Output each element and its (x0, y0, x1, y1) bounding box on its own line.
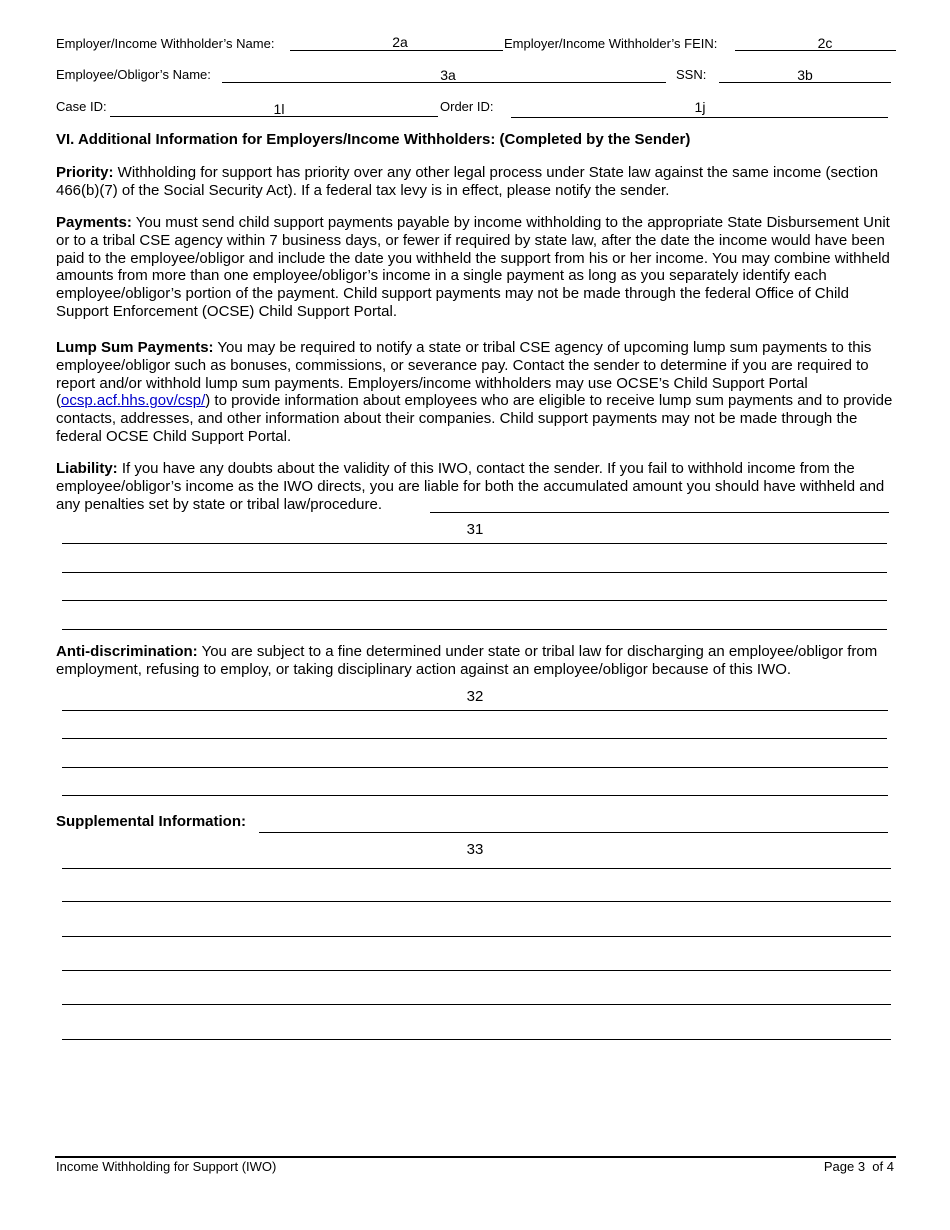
supplemental-label: Supplemental Information: (56, 813, 247, 830)
section-title: VI. Additional Information for Employers/Income Withholders: (Completed by the Sender) (56, 131, 691, 148)
employer-name-underline (290, 50, 503, 51)
supplemental-input-line[interactable] (62, 1039, 891, 1040)
payments-text: You must send child support payments payable by income withholding to the appropriate State Disbursement Unit or to a tribal CSE agency within 7 business days, or fewer if required by state law, after the date the income would have been paid to the employee/obligor and include the date you withheld the support from his or her income. You may combine withheld amounts from more than one employee/obligor’s income in a single payment as long as you separately identify each employee/obligor’s portion of the payment. Child support payments may not be made through the federal Office of Child Support Enforcement (OCSE) Child Support Portal. (56, 214, 890, 320)
footer-form-name: Income Withholding for Support (IWO) (56, 1159, 277, 1174)
liability-input-line[interactable] (62, 629, 887, 630)
anti-discrimination-text: You are subject to a fine determined under state or tribal law for discharging an employee/obligor from employment, refusing to employ, or taking disciplinary action against an employee/obligor because of this IWO. (56, 643, 878, 678)
employer-fein-label: Employer/Income Withholder’s FEIN: (504, 36, 718, 51)
supplemental-input-line[interactable] (62, 901, 891, 902)
anti-discrimination-heading: Anti-discrimination: (56, 643, 198, 660)
anti-discrimination-input-line[interactable] (62, 795, 888, 796)
liability-text: If you have any doubts about the validity of this IWO, contact the sender. If you fail to withhold income from the employee/obligor’s income as the IWO directs, you are liable for both the accumulated amount you should have withheld and any penalties set by state or tribal law/procedure. (56, 460, 885, 513)
priority-heading: Priority: (56, 164, 114, 181)
order-id-label: Order ID: (440, 99, 494, 114)
employee-name-label: Employee/Obligor’s Name: (56, 67, 211, 82)
payments-paragraph (56, 214, 896, 321)
liability-input-line[interactable] (62, 600, 887, 601)
order-id-underline (511, 117, 888, 118)
employee-name-field[interactable]: 3a (440, 67, 456, 83)
employer-fein-field[interactable]: 2c (817, 35, 833, 51)
case-id-field[interactable]: 1l (273, 101, 285, 117)
footer-page-number: Page 3 of 4 (823, 1159, 894, 1174)
employer-name-field[interactable]: 2a (392, 34, 408, 50)
liability-input-line[interactable] (62, 572, 887, 573)
lump-sum-heading: Lump Sum Payments: (56, 339, 214, 356)
employer-name-label: Employer/Income Withholder’s Name: (56, 36, 275, 51)
liability-field-number: 31 (466, 521, 484, 538)
footer-rule (55, 1156, 896, 1158)
ssn-label: SSN: (676, 67, 707, 82)
anti-discrimination-paragraph (56, 643, 896, 679)
anti-discrimination-input-line[interactable] (62, 710, 888, 711)
anti-discrimination-field-number: 32 (466, 688, 484, 705)
liability-input-line[interactable] (62, 543, 887, 544)
supplemental-input-line[interactable] (62, 936, 891, 937)
payments-heading: Payments: (56, 214, 132, 231)
case-id-label: Case ID: (56, 99, 107, 114)
supplemental-underline-1[interactable] (259, 832, 888, 833)
csp-portal-link[interactable]: ocsp.acf.hhs.gov/csp/ (61, 392, 206, 410)
liability-paragraph (56, 460, 896, 513)
priority-text: Withholding for support has priority over any other legal process under State law against the same income (section 466(b)(7) of the Social Security Act). If a federal tax levy is in effect, please notify the sender. (56, 164, 879, 199)
lump-sum-text-after: ) to provide information about employees who are eligible to receive lump sum payments and to provide contacts, addresses, and other information about their companies. Child support payments may not be made through the federal OCSE Child Support Portal. (56, 392, 893, 445)
liability-underline-1 (430, 512, 889, 513)
order-id-field[interactable]: 1j (694, 99, 706, 115)
supplemental-input-line[interactable] (62, 970, 891, 971)
lump-sum-paragraph (56, 339, 896, 446)
priority-paragraph (56, 164, 896, 200)
supplemental-input-line[interactable] (62, 868, 891, 869)
lump-sum-text-before: You may be required to notify a state or tribal CSE agency of upcoming lump sum payments to this employee/obligor such as bonuses, commissions, or severance pay. Contact the sender to determine if you are required to report and/or withhold lump sum payments. Employers/income withholders may use OCSE’s Child Support Portal ( (56, 339, 872, 410)
liability-heading: Liability: (56, 460, 118, 477)
supplemental-input-line[interactable] (62, 1004, 891, 1005)
anti-discrimination-input-line[interactable] (62, 767, 888, 768)
anti-discrimination-input-line[interactable] (62, 738, 887, 739)
supplemental-field-number: 33 (466, 841, 484, 858)
ssn-field[interactable]: 3b (797, 67, 813, 83)
